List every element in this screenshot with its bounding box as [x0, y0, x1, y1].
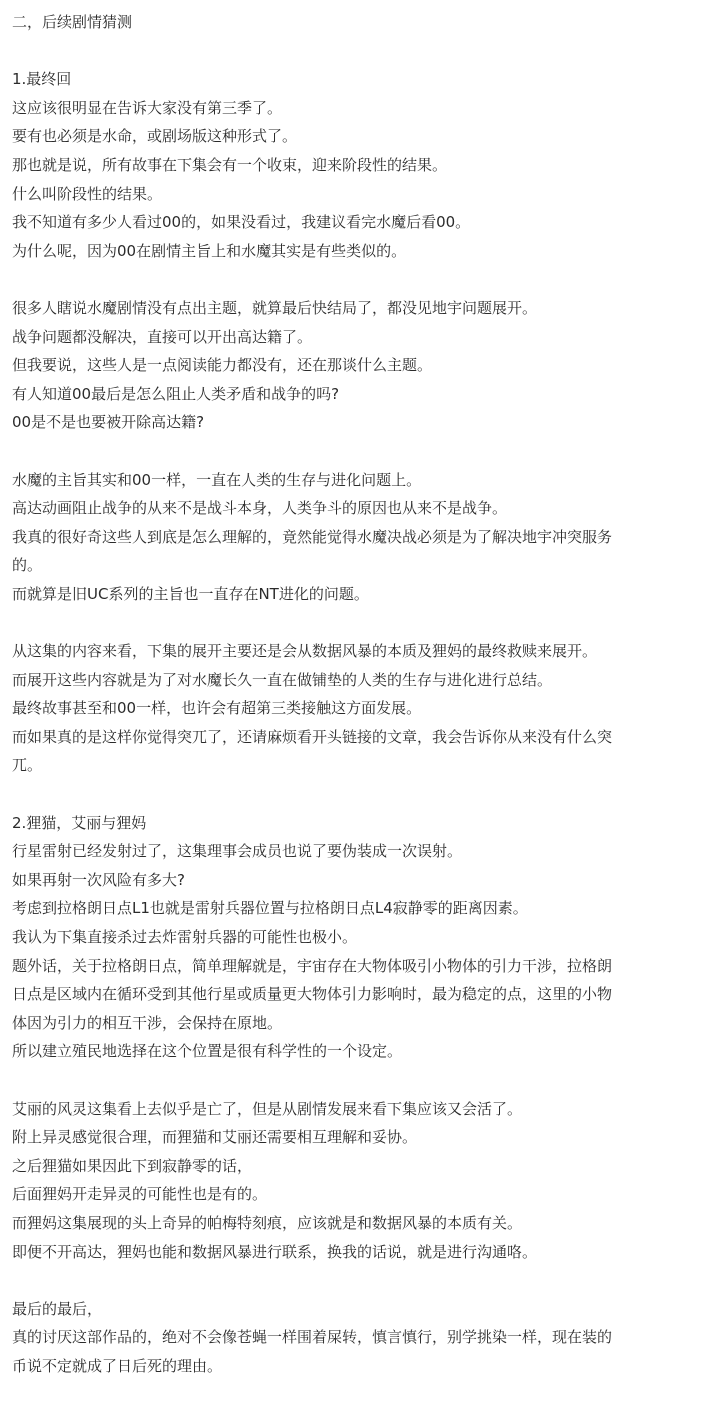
paragraph-gap: [12, 780, 690, 809]
paragraph: [12, 1295, 690, 1381]
text-line: 高达动画阻止战争的从来不是战斗本身，人类争斗的原因也从来不是战争。: [12, 499, 508, 518]
text-line: 很多人瞎说水魔剧情没有点出主题，就算最后快结局了，都没见地宇问题展开。: [12, 298, 538, 317]
text-line: 从这集的内容来看，下集的展开主要还是会从数据风暴的本质及狸妈的最终救赎来展开。: [12, 642, 598, 661]
text-line: 而展开这些内容就是为了对水魔长久一直在做铺垫的人类的生存与进化进行总结。: [12, 670, 553, 689]
text-line: 所以建立殖民地选择在这个位置是很有科学性的一个设定。: [12, 1042, 403, 1061]
paragraph-gap: [12, 437, 690, 466]
text-line: 但我要说，这些人是一点阅读能力都没有，还在那谈什么主题。: [12, 356, 433, 375]
text-line: 而狸妈这集展现的头上奇异的帕梅特刻痕，应该就是和数据风暴的本质有关。: [12, 1213, 523, 1232]
text-line: 附上异灵感觉很合理，而狸猫和艾丽还需要相互理解和妥协。: [12, 1128, 418, 1147]
paragraph-gap: [12, 608, 690, 637]
text-line: 00是不是也要被开除高达籍?: [12, 413, 205, 432]
text-line: 有人知道00最后是怎么阻止人类矛盾和战争的吗?: [12, 384, 340, 403]
text-line: 1.最终回: [12, 70, 72, 89]
text-line: 行星雷射已经发射过了，这集理事会成员也说了要伪装成一次误射。: [12, 842, 463, 861]
text-line: 之后狸猫如果因此下到寂静零的话，: [12, 1156, 253, 1175]
paragraph-gap: [12, 1266, 690, 1295]
text-line: 水魔的主旨其实和00一样，一直在人类的生存与进化问题上。: [12, 470, 422, 489]
text-line: 那也就是说，所有故事在下集会有一个收束，迎来阶段性的结果。: [12, 155, 448, 174]
text-line: 如果再射一次风险有多大?: [12, 870, 185, 889]
paragraph: [12, 466, 690, 609]
text-line: 而就算是旧UC系列的主旨也一直存在NT进化的问题。: [12, 584, 369, 603]
paragraph-gap: [12, 37, 690, 66]
text-line: 我认为下集直接杀过去炸雷射兵器的可能性也极小。: [12, 928, 358, 946]
text-line: 币说不定就成了日后死的理由。: [12, 1356, 223, 1375]
text-line: 我不知道有多少人看过00的，如果没看过，我建议看完水魔后看00。: [12, 213, 471, 232]
text-line: 后面狸妈开走异灵的可能性也是有的。: [12, 1185, 268, 1204]
section-heading: 二，后续剧情猜测: [12, 13, 133, 31]
text-line: 兀。: [12, 756, 43, 775]
paragraph: [12, 65, 690, 265]
text-line: 这应该很明显在告诉大家没有第三季了。: [12, 98, 283, 117]
text-line: 艾丽的风灵这集看上去似乎是亡了，但是从剧情发展来看下集应该又会活了。: [12, 1099, 523, 1118]
text-line: 题外话，关于拉格朗日点，简单理解就是，宇宙存在大物体吸引小物体的引力干涉，拉格朗: [12, 956, 613, 975]
text-line: 的。: [12, 556, 43, 575]
text-line: 最后的最后，: [12, 1299, 103, 1318]
paragraph: [12, 1095, 690, 1267]
text-line: 我真的很好奇这些人到底是怎么理解的，竟然能觉得水魔决战必须是为了解决地宇冲突服务: [12, 527, 613, 546]
text-line: 体因为引力的相互干涉，会保持在原地。: [12, 1013, 283, 1032]
paragraph-gap: [12, 265, 690, 294]
text-line: 什么叫阶段性的结果。: [12, 184, 163, 203]
text-line: 2.狸猫，艾丽与狸妈: [12, 813, 147, 832]
text-line: 考虑到拉格朗日点L1也就是雷射兵器位置与拉格朗日点L4寂静零的距离因素。: [12, 899, 528, 918]
text-line: 真的讨厌这部作品的，绝对不会像苍蝇一样围着屎转，慎言慎行，别学挑染一样，现在装的: [12, 1328, 613, 1347]
paragraph: [12, 809, 690, 1066]
text-line: 战争问题都没解决，直接可以开出高达籍了。: [12, 327, 313, 346]
text-line: 最终故事甚至和00一样，也许会有超第三类接触这方面发展。: [12, 699, 422, 718]
paragraph-gap: [12, 1066, 690, 1095]
text-line: 而如果真的是这样你觉得突兀了，还请麻烦看开头链接的文章，我会告诉你从来没有什么突: [12, 727, 613, 746]
text-line: 为什么呢，因为00在剧情主旨上和水魔其实是有些类似的。: [12, 241, 407, 260]
text-line: 要有也必须是水命，或剧场版这种形式了。: [12, 127, 298, 146]
text-line: 即便不开高达，狸妈也能和数据风暴进行联系，换我的话说，就是进行沟通咯。: [12, 1242, 538, 1261]
paragraph: [12, 637, 690, 780]
text-line: 日点是区域内在循环受到其他行星或质量更大物体引力影响时，最为稳定的点，这里的小物: [12, 985, 613, 1004]
paragraph-list: [12, 65, 690, 1380]
paragraph: [12, 294, 690, 437]
